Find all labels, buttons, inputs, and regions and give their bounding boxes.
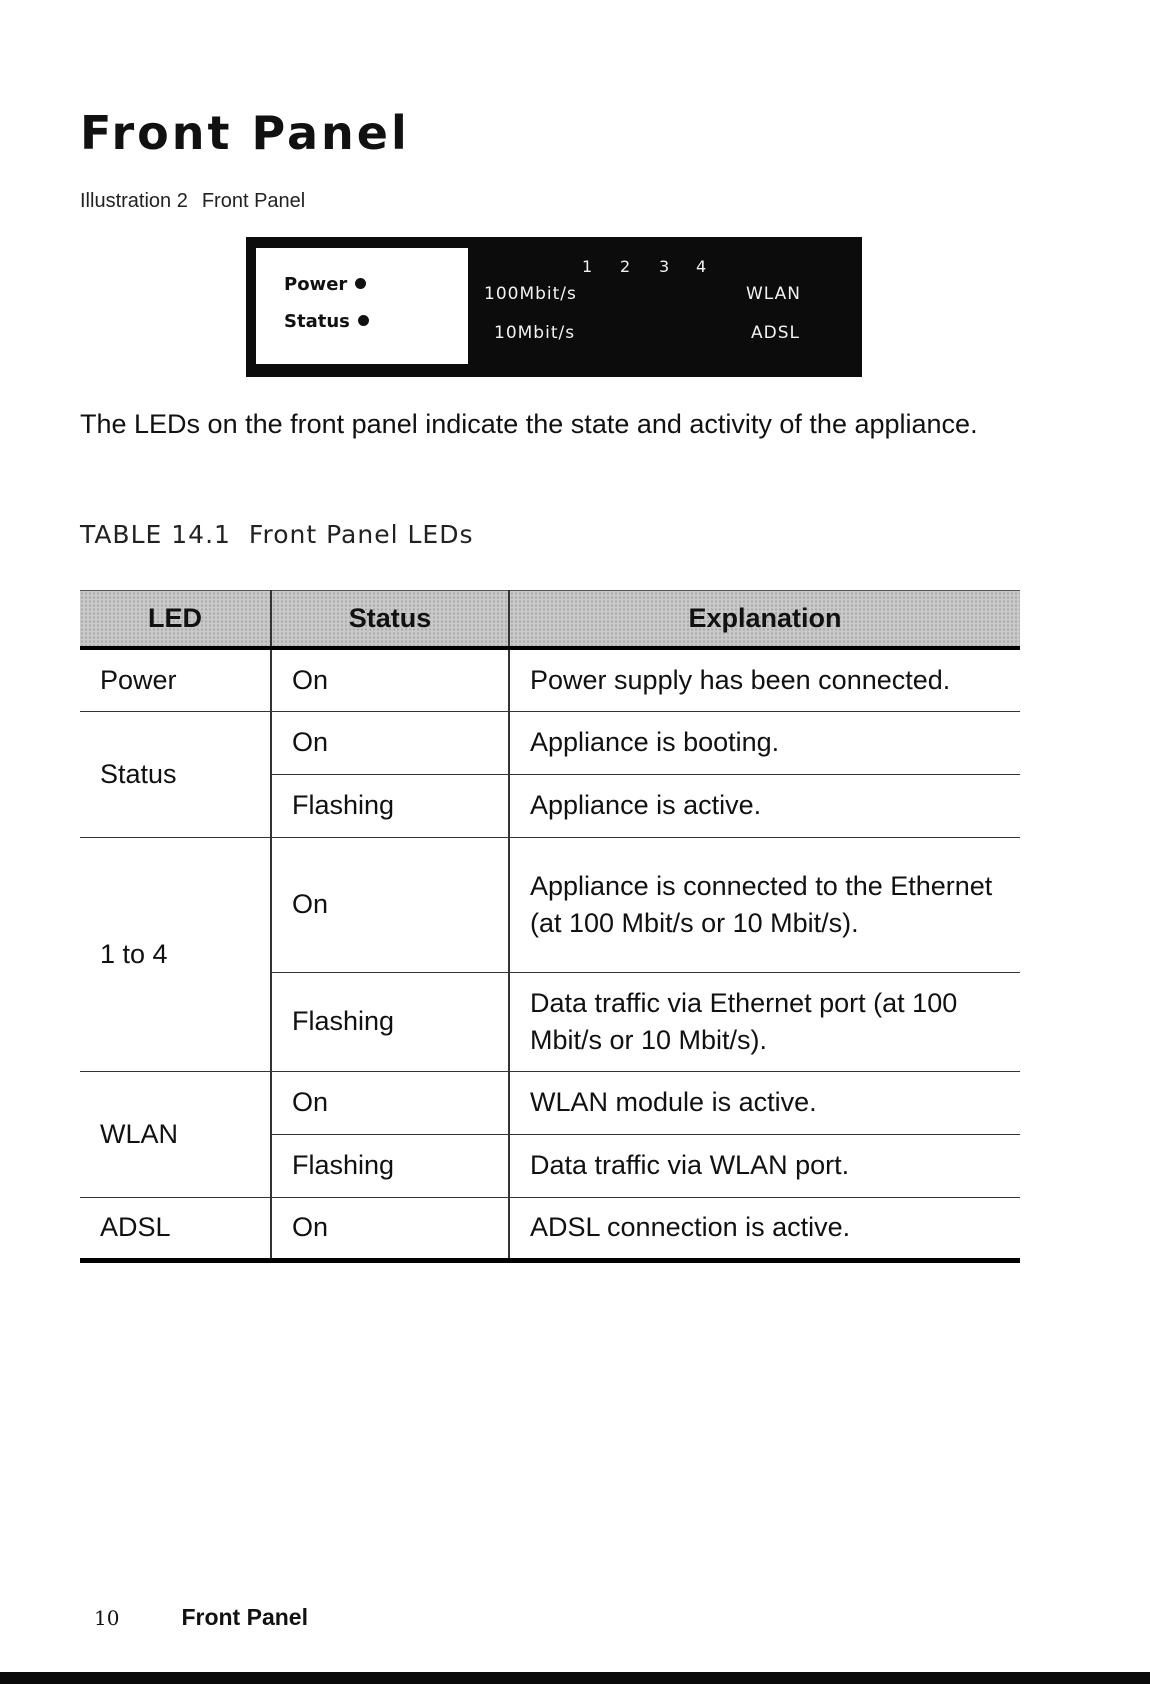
explanation-cell: Data traffic via WLAN port. (509, 1134, 1020, 1197)
status-cell: Flashing (271, 972, 509, 1071)
front-panel-leds-table (80, 590, 1020, 1263)
status-cell: Flashing (271, 1134, 509, 1197)
led-cell: 1 to 4 (80, 837, 271, 1071)
page-number: 10 (94, 1606, 120, 1630)
explanation-cell: Power supply has been connected. (509, 648, 1020, 711)
led-cell: Status (80, 711, 271, 837)
led-cell: ADSL (80, 1197, 271, 1260)
status-led-label (284, 311, 369, 332)
table-header-row (80, 591, 1020, 649)
table-row (80, 1071, 1020, 1134)
front-panel-illustration (246, 237, 862, 377)
port-number-1: 1 (582, 257, 594, 276)
header-explanation: Explanation (509, 591, 1020, 649)
led-cell: Power (80, 648, 271, 711)
table-label: TABLE 14.1 (80, 520, 231, 549)
power-label: Power (284, 274, 348, 295)
explanation-cell: Appliance is connected to the Ethernet (at 100 Mbit/s or 10 Mbit/s). (509, 837, 1020, 972)
port-number-3: 3 (659, 257, 671, 276)
table-row (80, 1197, 1020, 1260)
power-led-icon (355, 278, 366, 289)
status-cell: On (271, 711, 509, 774)
port-number-4: 4 (696, 257, 708, 276)
illustration-title: Front Panel (201, 190, 306, 212)
table-row (80, 837, 1020, 972)
illustration-number: Illustration 2 (80, 190, 188, 212)
page-title: Front Panel (80, 106, 410, 160)
explanation-cell: ADSL connection is active. (509, 1197, 1020, 1260)
explanation-cell: WLAN module is active. (509, 1071, 1020, 1134)
intro-text: The LEDs on the front panel indicate the state and activity of the appliance. (80, 409, 978, 439)
speed-10-label: 10Mbit/s (494, 323, 576, 343)
status-cell: Flashing (271, 774, 509, 837)
footer-title: Front Panel (181, 1604, 308, 1630)
power-led-label (284, 274, 366, 295)
header-led: LED (80, 591, 271, 649)
wlan-label: WLAN (746, 284, 802, 304)
status-label: Status (284, 311, 350, 332)
status-cell: On (271, 837, 509, 972)
table-title: Front Panel LEDs (248, 520, 474, 549)
status-cell: On (271, 648, 509, 711)
status-cell: On (271, 1197, 509, 1260)
status-led-icon (358, 315, 369, 326)
header-status: Status (271, 591, 509, 649)
port-number-2: 2 (620, 257, 632, 276)
page-footer (94, 1604, 308, 1631)
table-row (80, 648, 1020, 711)
illustration-caption (80, 190, 305, 213)
led-cell: WLAN (80, 1071, 271, 1197)
table-row (80, 711, 1020, 774)
explanation-cell: Appliance is active. (509, 774, 1020, 837)
explanation-cell: Data traffic via Ethernet port (at 100 Mbit/s or 10 Mbit/s). (509, 972, 1020, 1071)
speed-100-label: 100Mbit/s (484, 284, 577, 304)
status-cell: On (271, 1071, 509, 1134)
panel-left-section (256, 248, 468, 364)
table-caption (80, 520, 474, 549)
adsl-label: ADSL (751, 323, 800, 343)
page-bottom-bar (0, 1672, 1150, 1684)
explanation-cell: Appliance is booting. (509, 711, 1020, 774)
